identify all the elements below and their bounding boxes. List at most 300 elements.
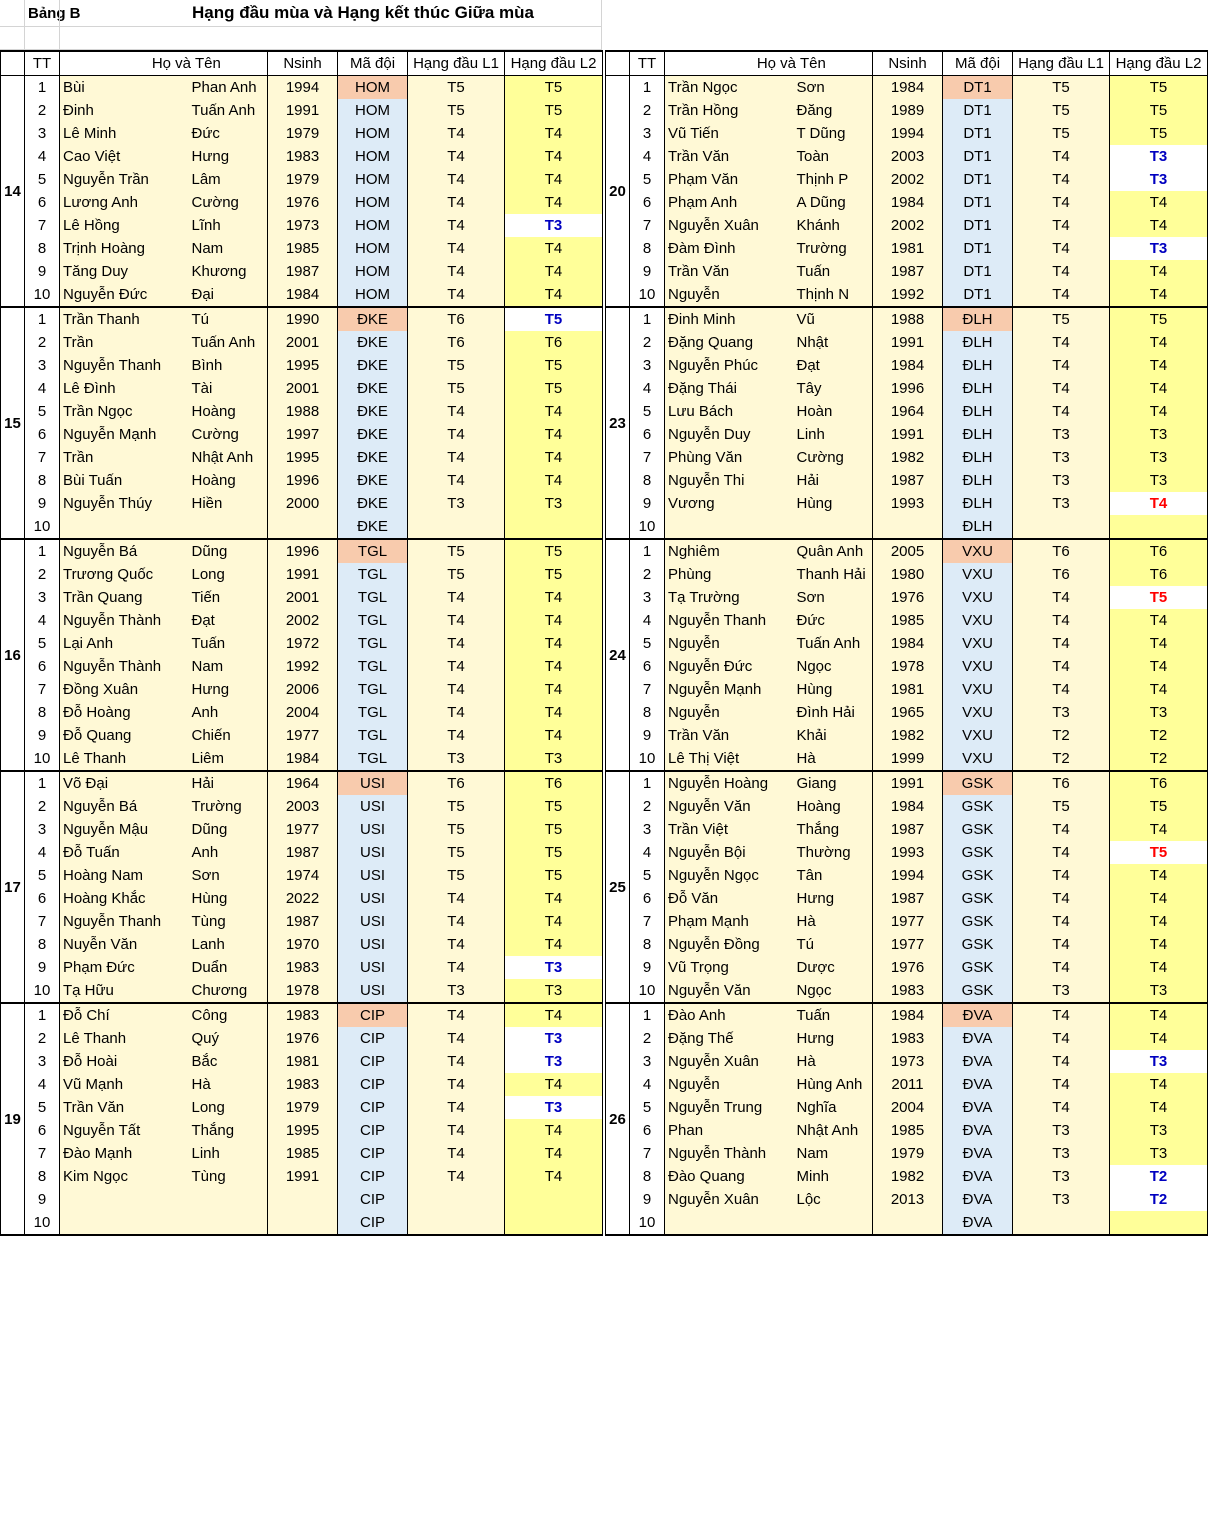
player-given-name[interactable]: Giang — [794, 771, 873, 795]
row-number[interactable]: 8 — [630, 237, 665, 260]
player-family-name[interactable]: Đỗ Tuấn — [60, 841, 189, 864]
player-family-name[interactable]: Nguyễn Tất — [60, 1119, 189, 1142]
player-given-name[interactable]: Hùng — [189, 887, 268, 910]
team-code[interactable]: HOM — [338, 145, 408, 168]
player-given-name[interactable]: Tuấn — [794, 1003, 873, 1027]
row-number[interactable]: 8 — [630, 701, 665, 724]
player-family-name[interactable]: Bùi Tuấn — [60, 469, 189, 492]
player-family-name[interactable]: Nguyễn Thành — [665, 1142, 794, 1165]
rank-l1[interactable]: T4 — [1013, 933, 1110, 956]
player-given-name[interactable]: Chương — [189, 979, 268, 1003]
player-family-name[interactable]: Nguyễn — [665, 1073, 794, 1096]
player-given-name[interactable]: Hoàng — [189, 469, 268, 492]
player-given-name[interactable]: Hưng — [794, 887, 873, 910]
rank-l2[interactable]: T4 — [505, 1003, 603, 1027]
player-family-name[interactable] — [665, 1211, 794, 1235]
player-family-name[interactable]: Nguyễn Thanh — [665, 609, 794, 632]
rank-l2[interactable]: T5 — [505, 563, 603, 586]
player-family-name[interactable]: Trần Văn — [665, 260, 794, 283]
player-family-name[interactable]: Nguyễn — [665, 283, 794, 307]
rank-l1[interactable]: T4 — [408, 469, 505, 492]
birth-year[interactable]: 1976 — [873, 586, 943, 609]
player-family-name[interactable] — [60, 1211, 189, 1235]
player-family-name[interactable]: Đặng Quang — [665, 331, 794, 354]
rank-l2[interactable]: T4 — [1110, 260, 1208, 283]
birth-year[interactable]: 1995 — [268, 1119, 338, 1142]
rank-l1[interactable]: T4 — [408, 1142, 505, 1165]
player-family-name[interactable]: Nguyễn Thi — [665, 469, 794, 492]
team-code[interactable]: ĐKE — [338, 446, 408, 469]
player-family-name[interactable]: Trần Văn — [665, 145, 794, 168]
player-family-name[interactable]: Lương Anh — [60, 191, 189, 214]
player-family-name[interactable]: Lê Thanh — [60, 747, 189, 771]
player-family-name[interactable]: Nguyễn Thúy — [60, 492, 189, 515]
team-code[interactable]: GSK — [943, 933, 1013, 956]
birth-year[interactable]: 1979 — [268, 1096, 338, 1119]
birth-year[interactable] — [268, 1188, 338, 1211]
col-nsinh[interactable]: Nsinh — [873, 51, 943, 76]
team-code[interactable]: DT1 — [943, 237, 1013, 260]
birth-year[interactable]: 1988 — [873, 307, 943, 331]
team-code[interactable]: ĐVA — [943, 1142, 1013, 1165]
row-number[interactable]: 4 — [25, 145, 60, 168]
player-given-name[interactable]: Công — [189, 1003, 268, 1027]
team-code[interactable]: TGL — [338, 678, 408, 701]
team-code[interactable]: USI — [338, 933, 408, 956]
row-number[interactable]: 3 — [630, 122, 665, 145]
rank-l2[interactable]: T3 — [505, 956, 603, 979]
row-number[interactable]: 6 — [630, 655, 665, 678]
rank-l2[interactable] — [1110, 515, 1208, 539]
col-l2[interactable]: Hạng đầu L2 — [1110, 51, 1208, 76]
row-number[interactable]: 8 — [25, 1165, 60, 1188]
rank-l2[interactable]: T3 — [1110, 979, 1208, 1003]
player-family-name[interactable]: Trần Ngọc — [665, 76, 794, 100]
row-number[interactable]: 2 — [630, 1027, 665, 1050]
row-number[interactable]: 1 — [630, 539, 665, 563]
birth-year[interactable]: 1987 — [268, 841, 338, 864]
team-code[interactable]: VXU — [943, 563, 1013, 586]
rank-l2[interactable]: T4 — [1110, 956, 1208, 979]
team-code[interactable]: CIP — [338, 1165, 408, 1188]
player-given-name[interactable]: Linh — [189, 1142, 268, 1165]
rank-l1[interactable]: T4 — [1013, 864, 1110, 887]
player-family-name[interactable]: Nguyễn Bội — [665, 841, 794, 864]
row-number[interactable]: 1 — [630, 1003, 665, 1027]
rank-l1[interactable]: T3 — [1013, 979, 1110, 1003]
team-code[interactable]: TGL — [338, 586, 408, 609]
row-number[interactable]: 1 — [25, 1003, 60, 1027]
team-code[interactable]: TGL — [338, 539, 408, 563]
birth-year[interactable]: 1984 — [268, 283, 338, 307]
team-code[interactable]: DT1 — [943, 145, 1013, 168]
player-family-name[interactable]: Lưu Bách — [665, 400, 794, 423]
rank-l1[interactable]: T3 — [1013, 1165, 1110, 1188]
birth-year[interactable]: 1976 — [873, 956, 943, 979]
row-number[interactable]: 1 — [630, 771, 665, 795]
player-given-name[interactable]: Quý — [189, 1027, 268, 1050]
rank-l1[interactable]: T2 — [1013, 724, 1110, 747]
rank-l2[interactable]: T3 — [505, 1096, 603, 1119]
rank-l2[interactable]: T4 — [505, 469, 603, 492]
player-given-name[interactable]: Nhật Anh — [794, 1119, 873, 1142]
rank-l1[interactable]: T4 — [408, 1050, 505, 1073]
team-code[interactable]: ĐLH — [943, 354, 1013, 377]
rank-l1[interactable]: T3 — [1013, 469, 1110, 492]
birth-year[interactable]: 1983 — [268, 145, 338, 168]
birth-year[interactable]: 1987 — [873, 818, 943, 841]
row-number[interactable]: 3 — [25, 354, 60, 377]
row-number[interactable]: 10 — [630, 515, 665, 539]
row-number[interactable]: 1 — [630, 76, 665, 100]
row-number[interactable]: 6 — [25, 1119, 60, 1142]
rank-l2[interactable]: T3 — [1110, 701, 1208, 724]
row-number[interactable]: 5 — [25, 168, 60, 191]
rank-l1[interactable]: T4 — [1013, 377, 1110, 400]
row-number[interactable]: 8 — [630, 469, 665, 492]
rank-l1[interactable]: T3 — [1013, 701, 1110, 724]
team-code[interactable]: ĐLH — [943, 377, 1013, 400]
rank-l1[interactable]: T5 — [408, 76, 505, 100]
player-given-name[interactable]: Thắng — [189, 1119, 268, 1142]
player-family-name[interactable]: Đặng Thái — [665, 377, 794, 400]
rank-l2[interactable]: T4 — [1110, 1003, 1208, 1027]
player-family-name[interactable]: Đàm Đình — [665, 237, 794, 260]
birth-year[interactable]: 1994 — [873, 122, 943, 145]
rank-l2[interactable]: T6 — [1110, 563, 1208, 586]
player-family-name[interactable]: Nguyễn Trung — [665, 1096, 794, 1119]
birth-year[interactable]: 2002 — [873, 214, 943, 237]
row-number[interactable]: 5 — [630, 400, 665, 423]
player-family-name[interactable]: Trần Hồng — [665, 99, 794, 122]
birth-year[interactable]: 1991 — [268, 1165, 338, 1188]
col-ho-ten[interactable] — [60, 51, 268, 76]
rank-l1[interactable]: T4 — [408, 446, 505, 469]
row-number[interactable]: 10 — [25, 747, 60, 771]
team-code[interactable]: HOM — [338, 237, 408, 260]
rank-l2[interactable]: T4 — [505, 701, 603, 724]
birth-year[interactable]: 1985 — [268, 237, 338, 260]
player-given-name[interactable]: Hà — [794, 910, 873, 933]
birth-year[interactable]: 1984 — [873, 191, 943, 214]
row-number[interactable]: 3 — [630, 1050, 665, 1073]
row-number[interactable]: 6 — [25, 191, 60, 214]
birth-year[interactable]: 1996 — [873, 377, 943, 400]
rank-l1[interactable] — [1013, 1211, 1110, 1235]
player-family-name[interactable]: Nguyễn Mậu — [60, 818, 189, 841]
player-family-name[interactable]: Nguyễn Duy — [665, 423, 794, 446]
rank-l2[interactable]: T4 — [505, 609, 603, 632]
team-code[interactable]: VXU — [943, 632, 1013, 655]
birth-year[interactable]: 1977 — [268, 724, 338, 747]
row-number[interactable]: 2 — [25, 563, 60, 586]
col-l1[interactable]: Hạng đầu L1 — [408, 51, 505, 76]
player-family-name[interactable]: Nguyễn Ngọc — [665, 864, 794, 887]
team-code[interactable]: ĐKE — [338, 469, 408, 492]
player-given-name[interactable]: Duẩn — [189, 956, 268, 979]
rank-l1[interactable]: T4 — [408, 956, 505, 979]
group-number[interactable]: 19 — [1, 1003, 25, 1235]
birth-year[interactable]: 1985 — [268, 1142, 338, 1165]
row-number[interactable]: 10 — [630, 283, 665, 307]
row-number[interactable]: 9 — [25, 956, 60, 979]
player-family-name[interactable]: Trần Thanh — [60, 307, 189, 331]
team-code[interactable]: ĐKE — [338, 307, 408, 331]
player-family-name[interactable]: Trần — [60, 331, 189, 354]
rank-l2[interactable]: T3 — [1110, 1050, 1208, 1073]
team-code[interactable]: DT1 — [943, 260, 1013, 283]
birth-year[interactable]: 1977 — [873, 910, 943, 933]
birth-year[interactable]: 2006 — [268, 678, 338, 701]
rank-l1[interactable]: T4 — [1013, 956, 1110, 979]
rank-l1[interactable]: T5 — [408, 795, 505, 818]
rank-l2[interactable]: T3 — [1110, 1119, 1208, 1142]
rank-l1[interactable]: T4 — [1013, 1073, 1110, 1096]
rank-l2[interactable]: T4 — [505, 446, 603, 469]
birth-year[interactable]: 2005 — [873, 539, 943, 563]
player-family-name[interactable]: Đỗ Văn — [665, 887, 794, 910]
player-family-name[interactable]: Phan — [665, 1119, 794, 1142]
rank-l2[interactable]: T4 — [505, 1073, 603, 1096]
player-family-name[interactable]: Nguyễn Thanh — [60, 910, 189, 933]
player-family-name[interactable]: Trần — [60, 446, 189, 469]
team-code[interactable]: TGL — [338, 655, 408, 678]
player-given-name[interactable]: Tùng — [189, 910, 268, 933]
rank-l1[interactable]: T6 — [408, 307, 505, 331]
team-code[interactable]: USI — [338, 771, 408, 795]
rank-l1[interactable]: T5 — [1013, 99, 1110, 122]
player-family-name[interactable]: Vũ Tiến — [665, 122, 794, 145]
player-given-name[interactable]: Nhật Anh — [189, 446, 268, 469]
player-given-name[interactable]: Đạt — [794, 354, 873, 377]
team-code[interactable]: CIP — [338, 1096, 408, 1119]
rank-l1[interactable]: T4 — [1013, 632, 1110, 655]
player-given-name[interactable]: Nam — [189, 237, 268, 260]
team-code[interactable]: ĐLH — [943, 331, 1013, 354]
player-given-name[interactable]: Tùng — [189, 1165, 268, 1188]
row-number[interactable]: 6 — [25, 423, 60, 446]
player-given-name[interactable]: Cường — [189, 423, 268, 446]
player-given-name[interactable]: Sơn — [794, 76, 873, 100]
birth-year[interactable]: 1964 — [268, 771, 338, 795]
player-given-name[interactable]: Đại — [189, 283, 268, 307]
rank-l1[interactable]: T4 — [1013, 191, 1110, 214]
row-number[interactable]: 10 — [25, 515, 60, 539]
player-given-name[interactable] — [189, 1211, 268, 1235]
rank-l1[interactable]: T3 — [1013, 1119, 1110, 1142]
rank-l2[interactable]: T4 — [505, 632, 603, 655]
player-family-name[interactable]: Nguyễn Đức — [60, 283, 189, 307]
team-code[interactable]: ĐVA — [943, 1050, 1013, 1073]
rank-l1[interactable]: T5 — [408, 818, 505, 841]
rank-l1[interactable]: T4 — [408, 887, 505, 910]
row-number[interactable]: 8 — [630, 933, 665, 956]
birth-year[interactable]: 1991 — [268, 99, 338, 122]
rank-l2[interactable]: T4 — [505, 655, 603, 678]
rank-l2[interactable]: T2 — [1110, 747, 1208, 771]
rank-l1[interactable]: T5 — [408, 539, 505, 563]
rank-l2[interactable]: T5 — [505, 99, 603, 122]
birth-year[interactable]: 1997 — [268, 423, 338, 446]
col-ho-ten[interactable] — [665, 51, 873, 76]
rank-l1[interactable]: T5 — [1013, 76, 1110, 100]
rank-l1[interactable]: T4 — [408, 1003, 505, 1027]
rank-l2[interactable]: T5 — [505, 354, 603, 377]
player-family-name[interactable]: Đỗ Quang — [60, 724, 189, 747]
birth-year[interactable]: 2001 — [268, 586, 338, 609]
rank-l1[interactable]: T6 — [1013, 771, 1110, 795]
birth-year[interactable]: 1972 — [268, 632, 338, 655]
group-number[interactable]: 17 — [1, 771, 25, 1003]
player-family-name[interactable]: Nguyễn Đức — [665, 655, 794, 678]
player-family-name[interactable]: Bùi — [60, 76, 189, 100]
rank-l1[interactable]: T3 — [1013, 1142, 1110, 1165]
birth-year[interactable]: 1991 — [873, 771, 943, 795]
team-code[interactable]: USI — [338, 795, 408, 818]
birth-year[interactable]: 1987 — [873, 469, 943, 492]
row-number[interactable]: 3 — [630, 354, 665, 377]
rank-l2[interactable]: T4 — [505, 191, 603, 214]
player-family-name[interactable]: Nghiêm — [665, 539, 794, 563]
row-number[interactable]: 3 — [630, 818, 665, 841]
rank-l2[interactable]: T4 — [1110, 400, 1208, 423]
birth-year[interactable]: 1993 — [873, 492, 943, 515]
player-family-name[interactable]: Vương — [665, 492, 794, 515]
rank-l2[interactable]: T2 — [1110, 1165, 1208, 1188]
player-given-name[interactable]: Anh — [189, 701, 268, 724]
rank-l2[interactable]: T4 — [1110, 818, 1208, 841]
team-code[interactable]: GSK — [943, 818, 1013, 841]
team-code[interactable]: DT1 — [943, 99, 1013, 122]
rank-l2[interactable]: T4 — [1110, 377, 1208, 400]
player-given-name[interactable]: Lâm — [189, 168, 268, 191]
rank-l2[interactable]: T3 — [505, 214, 603, 237]
row-number[interactable]: 2 — [630, 331, 665, 354]
row-number[interactable]: 4 — [25, 1073, 60, 1096]
col-tt[interactable]: TT — [25, 51, 60, 76]
rank-l1[interactable]: T4 — [408, 400, 505, 423]
birth-year[interactable]: 2004 — [873, 1096, 943, 1119]
player-given-name[interactable]: Tân — [794, 864, 873, 887]
player-given-name[interactable]: Long — [189, 563, 268, 586]
team-code[interactable]: ĐKE — [338, 515, 408, 539]
team-code[interactable]: ĐLH — [943, 423, 1013, 446]
player-family-name[interactable]: Phùng — [665, 563, 794, 586]
row-number[interactable]: 1 — [630, 307, 665, 331]
col-tt[interactable]: TT — [630, 51, 665, 76]
rank-l1[interactable]: T4 — [408, 609, 505, 632]
team-code[interactable]: VXU — [943, 678, 1013, 701]
birth-year[interactable]: 1991 — [268, 563, 338, 586]
rank-l1[interactable]: T4 — [1013, 841, 1110, 864]
player-family-name[interactable]: Nguyễn Mạnh — [665, 678, 794, 701]
rank-l1[interactable]: T5 — [408, 841, 505, 864]
player-family-name[interactable]: Nguyễn Trần — [60, 168, 189, 191]
player-family-name[interactable]: Phạm Mạnh — [665, 910, 794, 933]
row-number[interactable]: 7 — [25, 214, 60, 237]
rank-l1[interactable]: T5 — [1013, 307, 1110, 331]
birth-year[interactable]: 2013 — [873, 1188, 943, 1211]
team-code[interactable]: VXU — [943, 539, 1013, 563]
player-given-name[interactable]: Khương — [189, 260, 268, 283]
player-given-name[interactable]: Lanh — [189, 933, 268, 956]
team-code[interactable]: CIP — [338, 1211, 408, 1235]
player-family-name[interactable]: Đỗ Hoài — [60, 1050, 189, 1073]
rank-l2[interactable]: T4 — [505, 237, 603, 260]
birth-year[interactable]: 1996 — [268, 469, 338, 492]
birth-year[interactable]: 2003 — [873, 145, 943, 168]
player-family-name[interactable]: Lại Anh — [60, 632, 189, 655]
row-number[interactable]: 4 — [630, 841, 665, 864]
rank-l1[interactable]: T6 — [1013, 539, 1110, 563]
player-family-name[interactable]: Nuyễn Văn — [60, 933, 189, 956]
rank-l1[interactable]: T4 — [1013, 655, 1110, 678]
row-number[interactable]: 9 — [25, 1188, 60, 1211]
rank-l2[interactable]: T6 — [505, 331, 603, 354]
birth-year[interactable]: 1990 — [268, 307, 338, 331]
row-number[interactable]: 2 — [25, 99, 60, 122]
player-family-name[interactable]: Nguyễn Mạnh — [60, 423, 189, 446]
player-family-name[interactable]: Đào Anh — [665, 1003, 794, 1027]
rank-l1[interactable]: T4 — [1013, 168, 1110, 191]
row-number[interactable]: 9 — [630, 724, 665, 747]
group-number[interactable]: 20 — [606, 76, 630, 308]
team-code[interactable]: CIP — [338, 1050, 408, 1073]
birth-year[interactable]: 1985 — [873, 1119, 943, 1142]
birth-year[interactable]: 1987 — [268, 260, 338, 283]
rank-l1[interactable]: T4 — [1013, 1003, 1110, 1027]
player-given-name[interactable]: T Dũng — [794, 122, 873, 145]
player-given-name[interactable] — [794, 1211, 873, 1235]
group-number[interactable]: 24 — [606, 539, 630, 771]
player-given-name[interactable]: Trường — [189, 795, 268, 818]
rank-l2[interactable]: T4 — [1110, 887, 1208, 910]
row-number[interactable]: 4 — [630, 377, 665, 400]
team-code[interactable]: DT1 — [943, 122, 1013, 145]
team-code[interactable]: TGL — [338, 632, 408, 655]
player-family-name[interactable]: Phạm Văn — [665, 168, 794, 191]
birth-year[interactable]: 1977 — [873, 933, 943, 956]
team-code[interactable]: GSK — [943, 795, 1013, 818]
rank-l1[interactable]: T4 — [408, 260, 505, 283]
player-family-name[interactable]: Trần Văn — [60, 1096, 189, 1119]
rank-l2[interactable]: T4 — [505, 910, 603, 933]
player-family-name[interactable]: Phạm Đức — [60, 956, 189, 979]
team-code[interactable]: TGL — [338, 747, 408, 771]
rank-l1[interactable]: T4 — [408, 910, 505, 933]
player-given-name[interactable]: Đạt — [189, 609, 268, 632]
player-given-name[interactable]: Nam — [189, 655, 268, 678]
player-given-name[interactable]: Liêm — [189, 747, 268, 771]
birth-year[interactable]: 1987 — [873, 260, 943, 283]
player-family-name[interactable]: Đào Mạnh — [60, 1142, 189, 1165]
rank-l1[interactable]: T4 — [1013, 586, 1110, 609]
birth-year[interactable] — [873, 1211, 943, 1235]
player-family-name[interactable]: Nguyễn — [665, 701, 794, 724]
team-code[interactable]: GSK — [943, 979, 1013, 1003]
rank-l2[interactable]: T4 — [505, 887, 603, 910]
birth-year[interactable]: 1973 — [873, 1050, 943, 1073]
col-l2[interactable]: Hạng đầu L2 — [505, 51, 603, 76]
birth-year[interactable]: 2002 — [268, 609, 338, 632]
player-given-name[interactable]: Toàn — [794, 145, 873, 168]
row-number[interactable]: 5 — [25, 1096, 60, 1119]
row-number[interactable]: 9 — [25, 260, 60, 283]
birth-year[interactable]: 1965 — [873, 701, 943, 724]
team-code[interactable]: HOM — [338, 191, 408, 214]
team-code[interactable]: GSK — [943, 956, 1013, 979]
rank-l2[interactable]: T4 — [505, 400, 603, 423]
